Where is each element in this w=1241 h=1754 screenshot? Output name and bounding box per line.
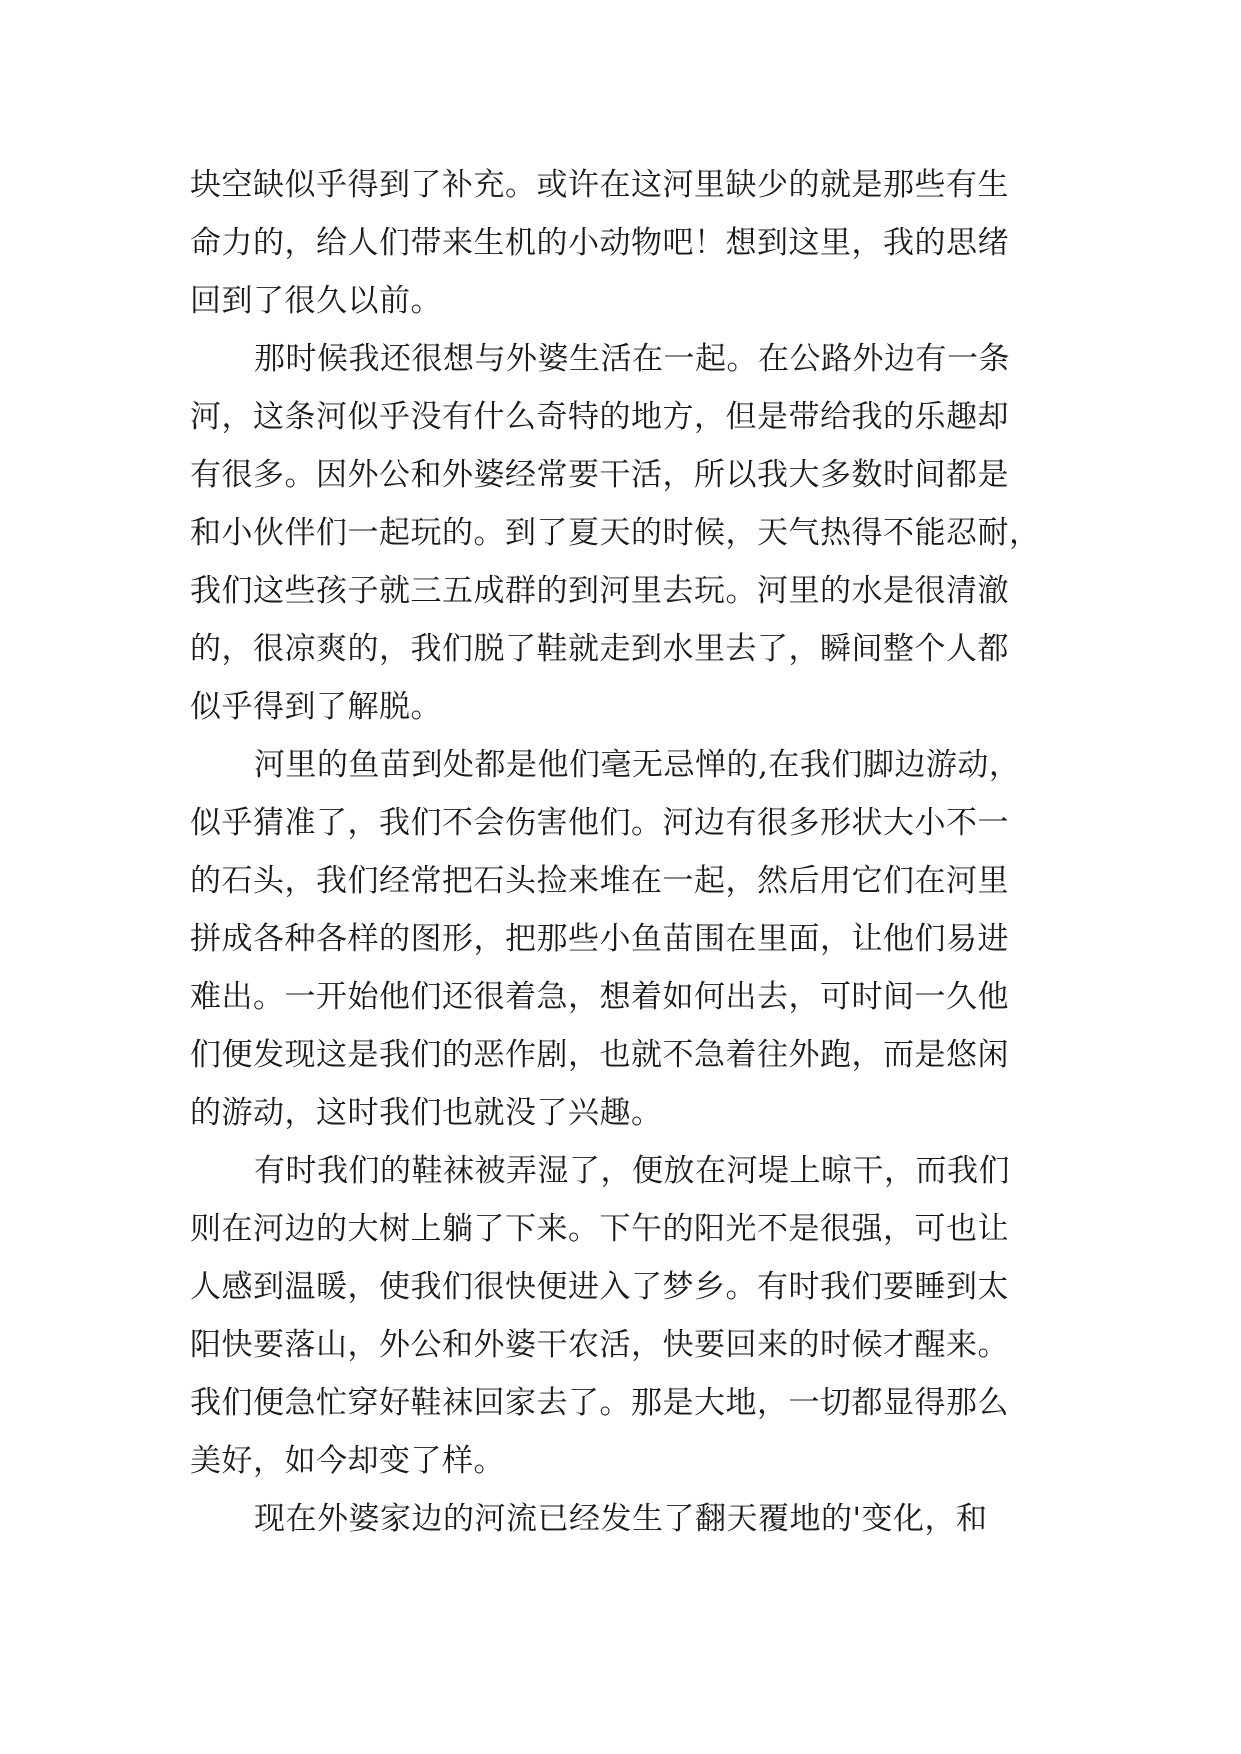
- text-line: 难出。一开始他们还很着急，想着如何出去，可时间一久他: [190, 979, 1009, 1015]
- text-line: 回到了很久以前。: [190, 283, 442, 319]
- paragraph-first-line: 河里的鱼苗到处都是他们毫无忌惮的,在我们脚边游动，: [254, 747, 1021, 783]
- text-line: 有很多。因外公和外婆经常要干活，所以我大多数时间都是: [190, 457, 1009, 493]
- text-line: 似乎猜准了，我们不会伤害他们。河边有很多形状大小不一: [190, 805, 1009, 841]
- text-line: 则在河边的大树上躺了下来。下午的阳光不是很强，可也让: [190, 1211, 1009, 1247]
- text-line: 我们便急忙穿好鞋袜回家去了。那是大地，一切都显得那么: [190, 1385, 1009, 1421]
- text-line: 阳快要落山，外公和外婆干农活，快要回来的时候才醒来。: [190, 1327, 1009, 1363]
- text-line: 拼成各种各样的图形，把那些小鱼苗围在里面，让他们易进: [190, 921, 1009, 957]
- body-text: [190, 156, 1070, 1548]
- text-line: 们便发现这是我们的恶作剧，也就不急着往外跑，而是悠闲: [190, 1037, 1009, 1073]
- paragraph-first-line: 有时我们的鞋袜被弄湿了，便放在河堤上晾干，而我们: [254, 1153, 1010, 1189]
- text-line: 的石头，我们经常把石头捡来堆在一起，然后用它们在河里: [190, 863, 1009, 899]
- text-line: 块空缺似乎得到了补充。或许在这河里缺少的就是那些有生: [190, 167, 1009, 203]
- text-line: 的，很凉爽的，我们脱了鞋就走到水里去了，瞬间整个人都: [190, 631, 1009, 667]
- text-line: 的游动，这时我们也就没了兴趣。: [190, 1095, 663, 1131]
- text-line: 似乎得到了解脱。: [190, 689, 442, 725]
- text-line: 我们这些孩子就三五成群的到河里去玩。河里的水是很清澈: [190, 573, 1009, 609]
- text-line: 美好，如今却变了样。: [190, 1443, 505, 1479]
- text-line: 和小伙伴们一起玩的。到了夏天的时候，天气热得不能忍耐，: [190, 515, 1041, 551]
- paragraph-first-line: 现在外婆家边的河流已经发生了翻天覆地的'变化，和: [254, 1501, 988, 1537]
- paragraph-first-line: 那时候我还很想与外婆生活在一起。在公路外边有一条: [254, 341, 1010, 377]
- text-line: 人感到温暖，使我们很快便进入了梦乡。有时我们要睡到太: [190, 1269, 1009, 1305]
- text-line: 命力的，给人们带来生机的小动物吧！想到这里，我的思绪: [190, 225, 1009, 261]
- text-line: 河，这条河似乎没有什么奇特的地方，但是带给我的乐趣却: [190, 399, 1009, 435]
